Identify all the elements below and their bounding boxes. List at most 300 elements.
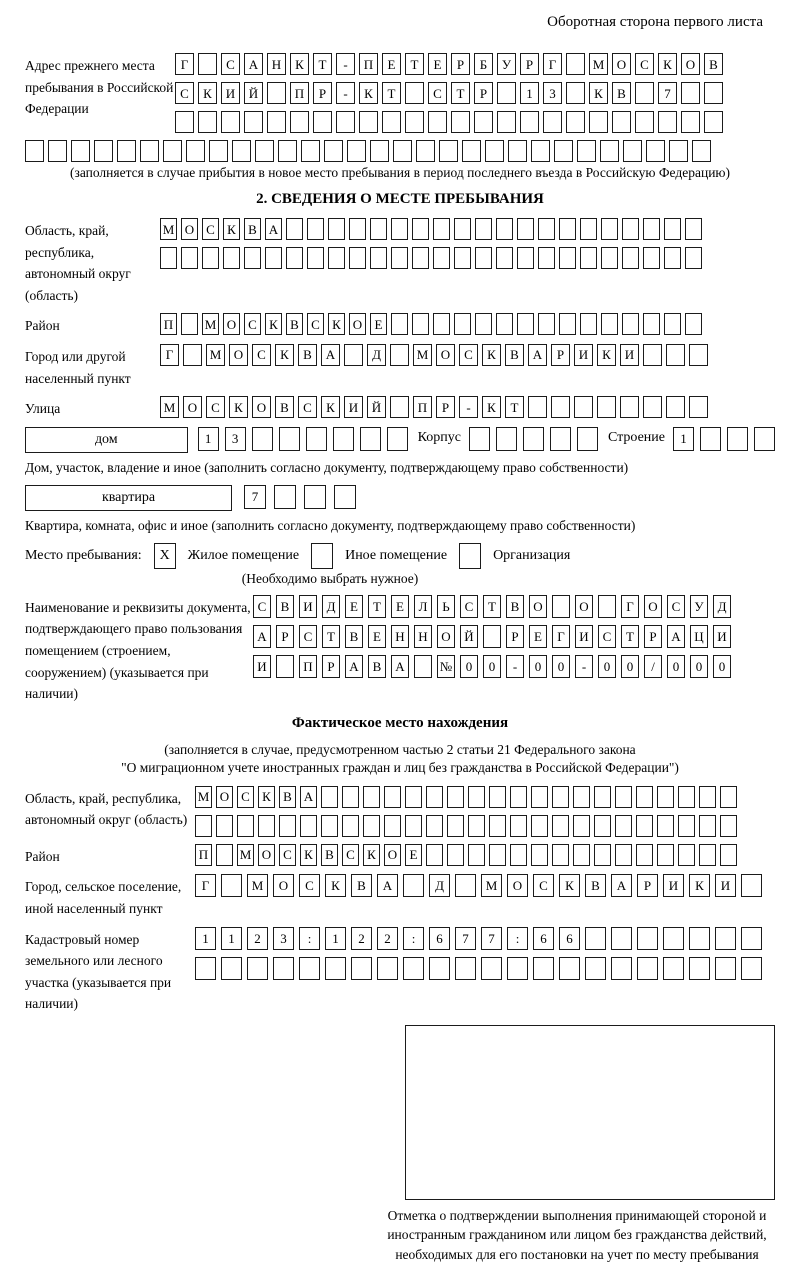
- char-cell[interactable]: [664, 313, 681, 335]
- char-cell[interactable]: 3: [225, 427, 246, 451]
- char-cell[interactable]: Р: [520, 53, 539, 75]
- char-cell[interactable]: К: [658, 53, 677, 75]
- char-cell[interactable]: [692, 140, 711, 162]
- char-cell[interactable]: Г: [543, 53, 562, 75]
- char-cell[interactable]: [475, 313, 492, 335]
- char-cell[interactable]: /: [644, 655, 662, 678]
- char-cell[interactable]: В: [368, 655, 386, 678]
- char-cell[interactable]: [543, 111, 562, 133]
- char-cell[interactable]: [181, 313, 198, 335]
- char-cell[interactable]: [715, 957, 736, 980]
- char-cell[interactable]: [678, 844, 695, 866]
- char-cell[interactable]: [428, 111, 447, 133]
- char-cell[interactable]: Н: [391, 625, 409, 648]
- char-cell[interactable]: [573, 786, 590, 808]
- char-cell[interactable]: Т: [405, 53, 424, 75]
- char-cell[interactable]: У: [497, 53, 516, 75]
- char-cell[interactable]: 3: [543, 82, 562, 104]
- char-cell[interactable]: О: [612, 53, 631, 75]
- char-cell[interactable]: [468, 786, 485, 808]
- char-cell[interactable]: [497, 111, 516, 133]
- char-cell[interactable]: [601, 313, 618, 335]
- char-cell[interactable]: [454, 247, 471, 269]
- char-cell[interactable]: В: [351, 874, 372, 897]
- char-cell[interactable]: [334, 485, 356, 509]
- char-cell[interactable]: О: [181, 218, 198, 240]
- char-cell[interactable]: В: [704, 53, 723, 75]
- char-cell[interactable]: [664, 247, 681, 269]
- char-cell[interactable]: Т: [322, 625, 340, 648]
- char-cell[interactable]: Д: [713, 595, 731, 618]
- char-cell[interactable]: [181, 247, 198, 269]
- char-cell[interactable]: [300, 815, 317, 837]
- char-cell[interactable]: 6: [559, 927, 580, 950]
- char-cell[interactable]: [360, 427, 381, 451]
- char-cell[interactable]: С: [202, 218, 219, 240]
- char-cell[interactable]: -: [336, 53, 355, 75]
- char-cell[interactable]: М: [195, 786, 212, 808]
- char-cell[interactable]: [552, 786, 569, 808]
- char-cell[interactable]: О: [507, 874, 528, 897]
- char-cell[interactable]: [221, 957, 242, 980]
- char-cell[interactable]: И: [575, 625, 593, 648]
- char-cell[interactable]: №: [437, 655, 455, 678]
- char-cell[interactable]: [321, 815, 338, 837]
- char-cell[interactable]: Д: [367, 344, 386, 366]
- char-cell[interactable]: П: [299, 655, 317, 678]
- char-cell[interactable]: П: [359, 53, 378, 75]
- char-cell[interactable]: [689, 927, 710, 950]
- char-cell[interactable]: [481, 957, 502, 980]
- char-cell[interactable]: Г: [552, 625, 570, 648]
- char-cell[interactable]: П: [195, 844, 212, 866]
- char-cell[interactable]: [426, 844, 443, 866]
- char-cell[interactable]: А: [667, 625, 685, 648]
- apartment-box[interactable]: квартира: [25, 485, 232, 511]
- stay-type-residential-checkbox[interactable]: X: [154, 543, 176, 569]
- char-cell[interactable]: О: [273, 874, 294, 897]
- char-cell[interactable]: С: [460, 595, 478, 618]
- char-cell[interactable]: [299, 957, 320, 980]
- char-cell[interactable]: [342, 815, 359, 837]
- char-cell[interactable]: [252, 427, 273, 451]
- char-cell[interactable]: [637, 957, 658, 980]
- char-cell[interactable]: С: [253, 595, 271, 618]
- char-cell[interactable]: С: [342, 844, 359, 866]
- char-cell[interactable]: 7: [658, 82, 677, 104]
- char-cell[interactable]: [347, 140, 366, 162]
- char-cell[interactable]: Р: [436, 396, 455, 418]
- char-cell[interactable]: [278, 140, 297, 162]
- char-cell[interactable]: С: [598, 625, 616, 648]
- char-cell[interactable]: [508, 140, 527, 162]
- char-cell[interactable]: [643, 396, 662, 418]
- char-cell[interactable]: 3: [273, 927, 294, 950]
- char-cell[interactable]: Ь: [437, 595, 455, 618]
- char-cell[interactable]: [741, 957, 762, 980]
- char-cell[interactable]: [429, 957, 450, 980]
- char-cell[interactable]: [414, 655, 432, 678]
- char-cell[interactable]: [704, 111, 723, 133]
- char-cell[interactable]: [657, 786, 674, 808]
- char-cell[interactable]: [247, 957, 268, 980]
- char-cell[interactable]: [455, 874, 476, 897]
- char-cell[interactable]: [566, 111, 585, 133]
- char-cell[interactable]: Е: [345, 595, 363, 618]
- char-cell[interactable]: [469, 427, 490, 451]
- char-cell[interactable]: А: [265, 218, 282, 240]
- char-cell[interactable]: [370, 247, 387, 269]
- char-cell[interactable]: [585, 927, 606, 950]
- char-cell[interactable]: Е: [428, 53, 447, 75]
- char-cell[interactable]: [528, 396, 547, 418]
- char-cell[interactable]: Е: [405, 844, 422, 866]
- char-cell[interactable]: 1: [325, 927, 346, 950]
- char-cell[interactable]: И: [713, 625, 731, 648]
- char-cell[interactable]: [267, 82, 286, 104]
- char-cell[interactable]: :: [507, 927, 528, 950]
- char-cell[interactable]: [474, 111, 493, 133]
- char-cell[interactable]: [405, 82, 424, 104]
- char-cell[interactable]: [573, 844, 590, 866]
- char-cell[interactable]: [412, 247, 429, 269]
- char-cell[interactable]: [223, 247, 240, 269]
- char-cell[interactable]: [455, 957, 476, 980]
- char-cell[interactable]: [489, 786, 506, 808]
- char-cell[interactable]: [594, 844, 611, 866]
- char-cell[interactable]: [615, 815, 632, 837]
- char-cell[interactable]: [71, 140, 90, 162]
- char-cell[interactable]: В: [585, 874, 606, 897]
- char-cell[interactable]: [232, 140, 251, 162]
- char-cell[interactable]: Т: [483, 595, 501, 618]
- char-cell[interactable]: К: [321, 396, 340, 418]
- char-cell[interactable]: [538, 247, 555, 269]
- char-cell[interactable]: К: [258, 786, 275, 808]
- char-cell[interactable]: [637, 927, 658, 950]
- char-cell[interactable]: [657, 844, 674, 866]
- char-cell[interactable]: В: [612, 82, 631, 104]
- char-cell[interactable]: [160, 247, 177, 269]
- char-cell[interactable]: [531, 844, 548, 866]
- char-cell[interactable]: [342, 786, 359, 808]
- char-cell[interactable]: [416, 140, 435, 162]
- char-cell[interactable]: [489, 815, 506, 837]
- char-cell[interactable]: [273, 957, 294, 980]
- char-cell[interactable]: В: [275, 396, 294, 418]
- char-cell[interactable]: К: [597, 344, 616, 366]
- char-cell[interactable]: К: [328, 313, 345, 335]
- char-cell[interactable]: [559, 218, 576, 240]
- char-cell[interactable]: [405, 815, 422, 837]
- char-cell[interactable]: [391, 218, 408, 240]
- char-cell[interactable]: :: [403, 927, 424, 950]
- char-cell[interactable]: [306, 427, 327, 451]
- char-cell[interactable]: К: [290, 53, 309, 75]
- char-cell[interactable]: [363, 815, 380, 837]
- char-cell[interactable]: [307, 218, 324, 240]
- char-cell[interactable]: [403, 957, 424, 980]
- char-cell[interactable]: [475, 218, 492, 240]
- char-cell[interactable]: [447, 815, 464, 837]
- char-cell[interactable]: [313, 111, 332, 133]
- char-cell[interactable]: С: [299, 625, 317, 648]
- char-cell[interactable]: 0: [621, 655, 639, 678]
- char-cell[interactable]: [681, 111, 700, 133]
- char-cell[interactable]: Н: [414, 625, 432, 648]
- char-cell[interactable]: [531, 815, 548, 837]
- char-cell[interactable]: [620, 396, 639, 418]
- char-cell[interactable]: -: [459, 396, 478, 418]
- char-cell[interactable]: [580, 313, 597, 335]
- char-cell[interactable]: 0: [552, 655, 570, 678]
- char-cell[interactable]: [186, 140, 205, 162]
- char-cell[interactable]: [258, 815, 275, 837]
- char-cell[interactable]: [577, 427, 598, 451]
- char-cell[interactable]: 1: [198, 427, 219, 451]
- char-cell[interactable]: [615, 786, 632, 808]
- char-cell[interactable]: П: [160, 313, 177, 335]
- char-cell[interactable]: [390, 396, 409, 418]
- char-cell[interactable]: Г: [621, 595, 639, 618]
- char-cell[interactable]: О: [575, 595, 593, 618]
- char-cell[interactable]: [663, 957, 684, 980]
- char-cell[interactable]: 2: [247, 927, 268, 950]
- char-cell[interactable]: К: [363, 844, 380, 866]
- char-cell[interactable]: [594, 815, 611, 837]
- char-cell[interactable]: С: [206, 396, 225, 418]
- char-cell[interactable]: -: [506, 655, 524, 678]
- char-cell[interactable]: Г: [175, 53, 194, 75]
- char-cell[interactable]: [664, 218, 681, 240]
- char-cell[interactable]: [216, 844, 233, 866]
- char-cell[interactable]: [279, 815, 296, 837]
- char-cell[interactable]: А: [253, 625, 271, 648]
- char-cell[interactable]: Т: [451, 82, 470, 104]
- char-cell[interactable]: В: [276, 595, 294, 618]
- char-cell[interactable]: [689, 396, 708, 418]
- char-cell[interactable]: [382, 111, 401, 133]
- char-cell[interactable]: 0: [667, 655, 685, 678]
- char-cell[interactable]: М: [237, 844, 254, 866]
- char-cell[interactable]: М: [160, 396, 179, 418]
- char-cell[interactable]: [577, 140, 596, 162]
- char-cell[interactable]: [391, 247, 408, 269]
- char-cell[interactable]: [433, 247, 450, 269]
- char-cell[interactable]: А: [244, 53, 263, 75]
- char-cell[interactable]: [589, 111, 608, 133]
- char-cell[interactable]: [405, 111, 424, 133]
- char-cell[interactable]: [377, 957, 398, 980]
- char-cell[interactable]: Т: [382, 82, 401, 104]
- char-cell[interactable]: [727, 427, 748, 451]
- char-cell[interactable]: И: [663, 874, 684, 897]
- char-cell[interactable]: С: [459, 344, 478, 366]
- char-cell[interactable]: [601, 247, 618, 269]
- char-cell[interactable]: 2: [377, 927, 398, 950]
- char-cell[interactable]: О: [258, 844, 275, 866]
- char-cell[interactable]: А: [611, 874, 632, 897]
- char-cell[interactable]: [363, 786, 380, 808]
- char-cell[interactable]: [244, 247, 261, 269]
- char-cell[interactable]: [221, 874, 242, 897]
- stay-type-organization-checkbox[interactable]: [459, 543, 481, 569]
- stay-type-other-checkbox[interactable]: [311, 543, 333, 569]
- char-cell[interactable]: [328, 218, 345, 240]
- char-cell[interactable]: [390, 344, 409, 366]
- char-cell[interactable]: [538, 218, 555, 240]
- char-cell[interactable]: [510, 844, 527, 866]
- char-cell[interactable]: [678, 786, 695, 808]
- char-cell[interactable]: [517, 218, 534, 240]
- char-cell[interactable]: [533, 957, 554, 980]
- char-cell[interactable]: [520, 111, 539, 133]
- char-cell[interactable]: [594, 786, 611, 808]
- char-cell[interactable]: С: [428, 82, 447, 104]
- char-cell[interactable]: С: [307, 313, 324, 335]
- char-cell[interactable]: О: [349, 313, 366, 335]
- char-cell[interactable]: О: [436, 344, 455, 366]
- char-cell[interactable]: [646, 140, 665, 162]
- char-cell[interactable]: [643, 247, 660, 269]
- char-cell[interactable]: [612, 111, 631, 133]
- char-cell[interactable]: [523, 427, 544, 451]
- char-cell[interactable]: [274, 485, 296, 509]
- char-cell[interactable]: [384, 786, 401, 808]
- char-cell[interactable]: [531, 140, 550, 162]
- char-cell[interactable]: [538, 313, 555, 335]
- char-cell[interactable]: [669, 140, 688, 162]
- char-cell[interactable]: Р: [644, 625, 662, 648]
- char-cell[interactable]: [447, 844, 464, 866]
- char-cell[interactable]: Р: [322, 655, 340, 678]
- char-cell[interactable]: С: [279, 844, 296, 866]
- char-cell[interactable]: [475, 247, 492, 269]
- char-cell[interactable]: И: [344, 396, 363, 418]
- char-cell[interactable]: 0: [690, 655, 708, 678]
- char-cell[interactable]: Н: [267, 53, 286, 75]
- char-cell[interactable]: В: [244, 218, 261, 240]
- char-cell[interactable]: Г: [195, 874, 216, 897]
- char-cell[interactable]: Е: [368, 625, 386, 648]
- char-cell[interactable]: И: [715, 874, 736, 897]
- char-cell[interactable]: 7: [455, 927, 476, 950]
- char-cell[interactable]: [344, 344, 363, 366]
- char-cell[interactable]: [580, 218, 597, 240]
- char-cell[interactable]: С: [298, 396, 317, 418]
- char-cell[interactable]: 1: [520, 82, 539, 104]
- char-cell[interactable]: 2: [351, 927, 372, 950]
- char-cell[interactable]: [307, 247, 324, 269]
- char-cell[interactable]: [216, 815, 233, 837]
- char-cell[interactable]: [433, 313, 450, 335]
- char-cell[interactable]: А: [321, 344, 340, 366]
- char-cell[interactable]: [426, 786, 443, 808]
- char-cell[interactable]: [715, 927, 736, 950]
- char-cell[interactable]: О: [644, 595, 662, 618]
- char-cell[interactable]: К: [300, 844, 317, 866]
- char-cell[interactable]: М: [206, 344, 225, 366]
- house-box[interactable]: дом: [25, 427, 188, 453]
- char-cell[interactable]: [597, 396, 616, 418]
- char-cell[interactable]: [439, 140, 458, 162]
- char-cell[interactable]: [699, 815, 716, 837]
- char-cell[interactable]: [393, 140, 412, 162]
- char-cell[interactable]: 1: [195, 927, 216, 950]
- char-cell[interactable]: М: [589, 53, 608, 75]
- char-cell[interactable]: [611, 927, 632, 950]
- char-cell[interactable]: Р: [313, 82, 332, 104]
- char-cell[interactable]: [643, 344, 662, 366]
- char-cell[interactable]: [489, 844, 506, 866]
- char-cell[interactable]: [403, 874, 424, 897]
- char-cell[interactable]: В: [321, 844, 338, 866]
- char-cell[interactable]: [351, 957, 372, 980]
- char-cell[interactable]: [255, 140, 274, 162]
- char-cell[interactable]: [559, 247, 576, 269]
- char-cell[interactable]: А: [377, 874, 398, 897]
- char-cell[interactable]: [94, 140, 113, 162]
- char-cell[interactable]: [573, 815, 590, 837]
- char-cell[interactable]: 1: [673, 427, 694, 451]
- char-cell[interactable]: О: [529, 595, 547, 618]
- char-cell[interactable]: И: [574, 344, 593, 366]
- char-cell[interactable]: [517, 247, 534, 269]
- char-cell[interactable]: [580, 247, 597, 269]
- char-cell[interactable]: М: [202, 313, 219, 335]
- char-cell[interactable]: [286, 247, 303, 269]
- char-cell[interactable]: [328, 247, 345, 269]
- char-cell[interactable]: [681, 82, 700, 104]
- char-cell[interactable]: [25, 140, 44, 162]
- char-cell[interactable]: И: [620, 344, 639, 366]
- char-cell[interactable]: К: [325, 874, 346, 897]
- char-cell[interactable]: Е: [529, 625, 547, 648]
- char-cell[interactable]: 0: [529, 655, 547, 678]
- char-cell[interactable]: [454, 313, 471, 335]
- char-cell[interactable]: -: [575, 655, 593, 678]
- char-cell[interactable]: К: [229, 396, 248, 418]
- char-cell[interactable]: [454, 218, 471, 240]
- char-cell[interactable]: В: [345, 625, 363, 648]
- char-cell[interactable]: [550, 427, 571, 451]
- char-cell[interactable]: [507, 957, 528, 980]
- char-cell[interactable]: С: [244, 313, 261, 335]
- char-cell[interactable]: [636, 786, 653, 808]
- char-cell[interactable]: Т: [621, 625, 639, 648]
- char-cell[interactable]: К: [589, 82, 608, 104]
- char-cell[interactable]: П: [290, 82, 309, 104]
- char-cell[interactable]: [666, 344, 685, 366]
- char-cell[interactable]: :: [299, 927, 320, 950]
- char-cell[interactable]: [623, 140, 642, 162]
- char-cell[interactable]: [370, 218, 387, 240]
- char-cell[interactable]: К: [265, 313, 282, 335]
- char-cell[interactable]: [552, 844, 569, 866]
- char-cell[interactable]: [324, 140, 343, 162]
- char-cell[interactable]: [622, 313, 639, 335]
- char-cell[interactable]: [267, 111, 286, 133]
- char-cell[interactable]: [349, 218, 366, 240]
- char-cell[interactable]: К: [559, 874, 580, 897]
- char-cell[interactable]: К: [689, 874, 710, 897]
- char-cell[interactable]: [451, 111, 470, 133]
- char-cell[interactable]: [336, 111, 355, 133]
- char-cell[interactable]: [566, 53, 585, 75]
- char-cell[interactable]: В: [298, 344, 317, 366]
- registration-stamp-box[interactable]: [405, 1025, 775, 1200]
- char-cell[interactable]: [370, 140, 389, 162]
